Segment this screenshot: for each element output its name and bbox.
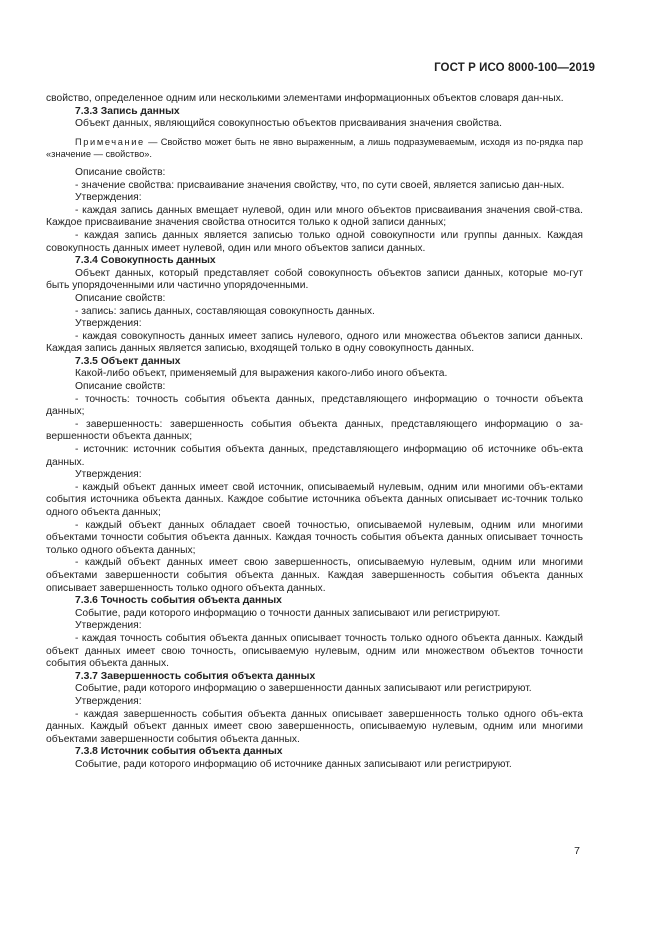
section-heading-7-3-6: 7.3.6 Точность события объекта данных: [75, 595, 282, 607]
paragraph: Событие, ради которого информацию о завершенности данных записывают или регистрируют.: [75, 683, 532, 695]
note-text: — Свойство может быть не явно выраженным, а лишь подразумеваемым, исходя из по-рядка пар «значение — свойство».: [46, 136, 583, 160]
list-item: - источник: источник события объекта данных, представляющего информацию об источнике объ-екта данных.: [46, 444, 583, 468]
paragraph: Утверждения:: [75, 695, 142, 707]
note-label: Примечание: [75, 136, 145, 147]
paragraph: Какой-либо объект, применяемый для выражения какого-либо иного объекта.: [75, 368, 448, 380]
paragraph: Утверждения:: [75, 192, 142, 204]
list-item: - каждый объект данных имеет свой источник, описываемый нулевым, одним или многими объ-ектами события источника объекта данных. Каждое событие источника объекта данных описывает ис-точник только одного объекта данных;: [46, 481, 583, 518]
list-item: - каждая запись данных вмещает нулевой, один или много объектов присваивания значения свой-ства. Каждое присваивание значения свойства относится только к одной записи данных;: [46, 204, 583, 229]
section-heading-7-3-8: 7.3.8 Источник события объекта данных: [75, 746, 283, 758]
list-item: - значение свойства: присваивание значения свойству, что, по сути своей, является записью дан-ных.: [75, 179, 565, 191]
section-heading-7-3-3: 7.3.3 Запись данных: [75, 105, 180, 117]
paragraph: Объект данных, являющийся совокупностью объектов присваивания значения свойства.: [75, 118, 502, 130]
list-item: - каждый объект данных обладает своей точностью, описываемой нулевым, одним или многими объектами точности события объекта данных. Каждая точность события объекта данных описывает точность только одного объекта данных;: [46, 519, 583, 556]
paragraph: Утверждения:: [75, 318, 142, 330]
paragraph: Описание свойств:: [75, 292, 166, 304]
section-heading-7-3-4: 7.3.4 Совокупность данных: [75, 255, 216, 267]
document-body: [46, 93, 583, 771]
paragraph: свойство, определенное одним или несколькими элементами информационных объектов словаря дан-ных.: [46, 93, 564, 104]
document-header-title: ГОСТ Р ИСО 8000-100—2019: [434, 62, 595, 74]
list-item: - каждая завершенность события объекта данных описывает завершенность только одного объ-екта данных. Каждый объект данных имеет свою завершенность, описываемую нулевым, одним или многими объектами завершенности события объекта данных.: [46, 708, 583, 745]
paragraph: Описание свойств:: [75, 166, 166, 178]
list-item: - каждый объект данных имеет свою завершенность, описываемую нулевым, одним или многими объектами завершенности события объекта данных. Каждая завершенность события объекта данных описывает завершенность только одного объекта данных.: [46, 557, 583, 594]
paragraph: Событие, ради которого информацию об источнике данных записывают или регистрируют.: [75, 758, 512, 770]
paragraph: Утверждения:: [75, 620, 142, 632]
page-number: 7: [574, 845, 580, 857]
paragraph: Объект данных, который представляет собой совокупность объектов записи данных, которые мо-гут быть упорядоченными или частично упорядоченными.: [46, 267, 583, 292]
paragraph: Описание свойств:: [75, 381, 166, 393]
list-item: - каждая точность события объекта данных описывает точность только одного объекта данных. Каждый объект данных имеет свою точность, описываемую нулевым, одним или множеством объектов точности события объекта данных.: [46, 632, 583, 670]
paragraph: Утверждения:: [75, 469, 142, 481]
paragraph: Событие, ради которого информацию о точности данных записывают или регистрируют.: [75, 607, 501, 619]
list-item: - точность: точность события объекта данных, представляющего информацию о точности объекта данных;: [46, 393, 583, 418]
list-item: - каждая совокупность данных имеет запись нулевого, одного или множества объектов записи данных. Каждая запись данных является записью, входящей только в одну совокупность данных.: [46, 330, 583, 355]
note: [46, 136, 583, 161]
section-heading-7-3-7: 7.3.7 Завершенность события объекта данных: [75, 670, 316, 682]
list-item: - запись: запись данных, составляющая совокупность данных.: [75, 305, 375, 317]
list-item: - завершенность: завершенность события объекта данных, представляющего информацию о за-вершенности объекта данных;: [46, 418, 583, 443]
section-heading-7-3-5: 7.3.5 Объект данных: [75, 355, 181, 367]
list-item: - каждая запись данных является записью только одной совокупности или группы данных. Каждая совокупность данных имеет нулевой, один или много объектов записи данных.: [46, 229, 583, 254]
